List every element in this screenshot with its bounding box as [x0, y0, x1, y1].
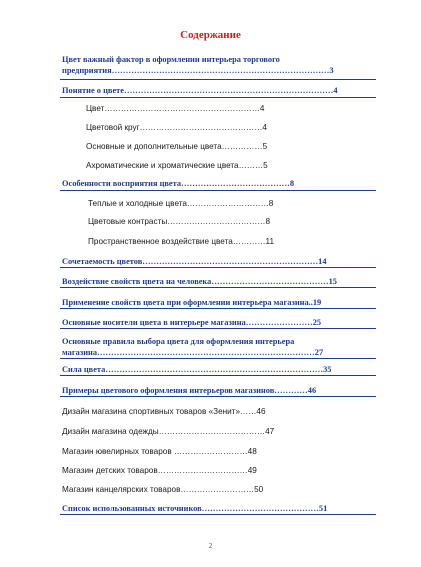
toc-subentry: Теплые и холодные цвета…………………………8: [88, 199, 274, 208]
toc-subentry: Цветовой круг………………………………………4: [86, 123, 267, 132]
toc-entry-line: магазина……………………………………………………………………27: [62, 348, 324, 357]
toc-subentry: Цвет…………………………………………………4: [86, 104, 265, 113]
toc-entry-line: предприятия……………………………………………………………………3: [62, 66, 334, 75]
heading-underline: [60, 308, 376, 309]
toc-subentry: Магазин канцелярских товаров………………………50: [62, 485, 264, 494]
heading-underline: [60, 375, 376, 376]
toc-entry-line: Основные правила выбора цвета для оформления интерьера: [62, 337, 295, 346]
heading-underline: [60, 190, 376, 191]
toc-entry-application: Применение свойств цвета при оформлении интерьера магазина..19: [62, 298, 322, 307]
toc-entry-sources: Список использованных источников……………………………………51: [62, 504, 328, 513]
toc-entry-perception: Особенности восприятия цвета…………………………………8: [62, 179, 295, 188]
toc-title: Содержание: [180, 29, 241, 41]
toc-entry-power: Сила цвета……………………………………………………………………35: [62, 365, 332, 374]
toc-entry-color-factor: [62, 54, 334, 76]
toc-entry-impact: Воздействие свойств цвета на человека……………………………………15: [62, 277, 337, 286]
toc-subentry: Основные и дополнительные цвета……………5: [86, 142, 268, 151]
page-number: 2: [208, 542, 213, 550]
toc-entry-carriers: Основные носители цвета в интерьере магазина……………………25: [62, 318, 322, 327]
toc-subentry: Цветовые контрасты………………………………8: [88, 217, 271, 226]
toc-subentry: Магазин ювелирных товаров ………………………48: [62, 447, 257, 456]
toc-entry-line: Цвет важный фактор в оформлении интерьера торгового: [62, 55, 280, 64]
heading-underline: [60, 358, 376, 359]
heading-underline: [60, 396, 376, 397]
toc-subentry: Пространственное воздействие цвета…………11: [88, 237, 275, 246]
toc-subentry: Магазин детских товаров……………………………49: [62, 466, 257, 475]
toc-entry-compatibility: Сочетаемость цветов………………………………………………………14: [62, 257, 327, 266]
toc-subentry: Ахроматические и хроматические цвета………5: [86, 161, 268, 170]
toc-entry-examples: Примеры цветового оформления интерьеров магазинов…………46: [62, 386, 317, 395]
heading-underline: [60, 267, 376, 268]
toc-subentry: Дизайн магазина спортивных товаров «Зенит»……46: [62, 407, 266, 416]
heading-underline: [60, 328, 376, 329]
heading-underline: [60, 287, 376, 288]
toc-subentry: Дизайн магазина одежды…………………………………47: [62, 427, 275, 436]
heading-underline: [60, 97, 376, 98]
toc-entry-color-concept: Понятие о цвете…………………………………………………………………4: [62, 86, 338, 95]
heading-underline: [60, 514, 376, 515]
toc-entry-rules: [62, 336, 323, 358]
heading-underline: [60, 79, 376, 80]
